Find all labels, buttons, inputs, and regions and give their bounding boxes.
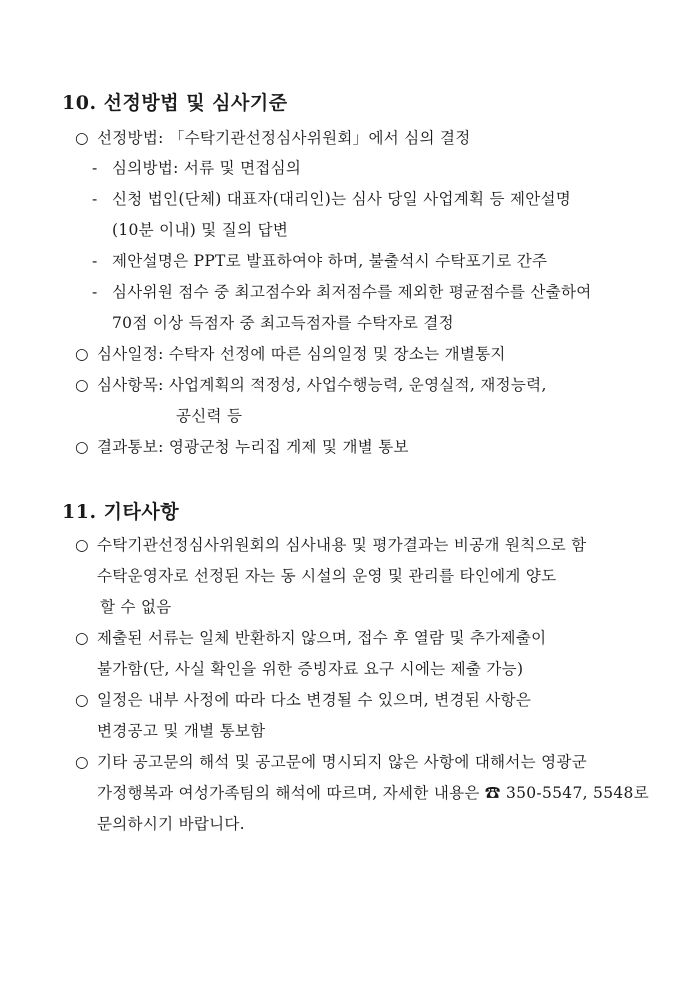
phone-number: 350-5547, 5548로: [505, 784, 649, 802]
list-item-continuation: 할 수 없음: [100, 598, 172, 616]
circle-bullet-icon: ○: [75, 753, 89, 771]
circle-bullet-icon: ○: [75, 536, 89, 554]
list-item-continuation: 변경공고 및 개별 통보함: [97, 722, 266, 740]
list-item-continuation: 공신력 등: [176, 407, 243, 425]
circle-bullet-icon: ○: [75, 345, 89, 363]
section-11-title: 11. 기타사항: [62, 501, 180, 523]
dash-bullet-icon: -: [92, 283, 98, 301]
list-item: ○ 심사항목: 사업계획의 적정성, 사업수행능력, 운영실적, 재정능력,: [75, 376, 547, 394]
list-item-continuation: 문의하시기 바랍니다.: [97, 815, 245, 833]
circle-bullet-icon: ○: [75, 376, 89, 394]
list-item-continuation: (10분 이내) 및 질의 답변: [112, 221, 289, 239]
list-item: - 신청 법인(단체) 대표자(대리인)는 심사 당일 사업계획 등 제안설명: [92, 190, 572, 208]
list-item-continuation: 70점 이상 득점자 중 최고득점자를 수탁자로 결정: [112, 314, 454, 332]
list-item-continuation: 불가함(단, 사실 확인을 위한 증빙자료 요구 시에는 제출 가능): [97, 660, 524, 678]
circle-bullet-icon: ○: [75, 691, 89, 709]
dash-bullet-icon: -: [92, 252, 98, 270]
phone-icon: ☎: [484, 784, 501, 802]
list-item: ○ 기타 공고문의 해석 및 공고문에 명시되지 않은 사항에 대해서는 영광군: [75, 753, 587, 771]
list-item: ○ 제출된 서류는 일체 반환하지 않으며, 접수 후 열람 및 추가제출이: [75, 629, 547, 647]
circle-bullet-icon: ○: [75, 129, 89, 147]
list-item-continuation: 가정행복과 여성가족팀의 해석에 따르며, 자세한 내용은 ☎ 350-5547, 5548로: [97, 784, 649, 802]
list-item: ○ 수탁기관선정심사위원회의 심사내용 및 평가결과는 비공개 원칙으로 함: [75, 536, 587, 554]
circle-bullet-icon: ○: [75, 629, 89, 647]
list-item: ○ 결과통보: 영광군청 누리집 게제 및 개별 통보: [75, 438, 409, 456]
section-10-title: 10. 선정방법 및 심사기준: [62, 92, 288, 114]
list-item-continuation: 수탁운영자로 선정된 자는 동 시설의 운영 및 관리를 타인에게 양도: [97, 567, 557, 585]
list-item: - 제안설명은 PPT로 발표하여야 하며, 불출석시 수탁포기로 간주: [92, 252, 548, 270]
list-item: ○ 선정방법: 「수탁기관선정심사위원회」에서 심의 결정: [75, 129, 471, 147]
list-item: - 심의방법: 서류 및 면접심의: [92, 159, 302, 177]
dash-bullet-icon: -: [92, 159, 98, 177]
list-item: ○ 심사일정: 수탁자 선정에 따른 심의일정 및 장소는 개별통지: [75, 345, 506, 363]
list-item: - 심사위원 점수 중 최고점수와 최저점수를 제외한 평균점수를 산출하여: [92, 283, 592, 301]
list-item: ○ 일정은 내부 사정에 따라 다소 변경될 수 있으며, 변경된 사항은: [75, 691, 532, 709]
dash-bullet-icon: -: [92, 190, 98, 208]
circle-bullet-icon: ○: [75, 438, 89, 456]
